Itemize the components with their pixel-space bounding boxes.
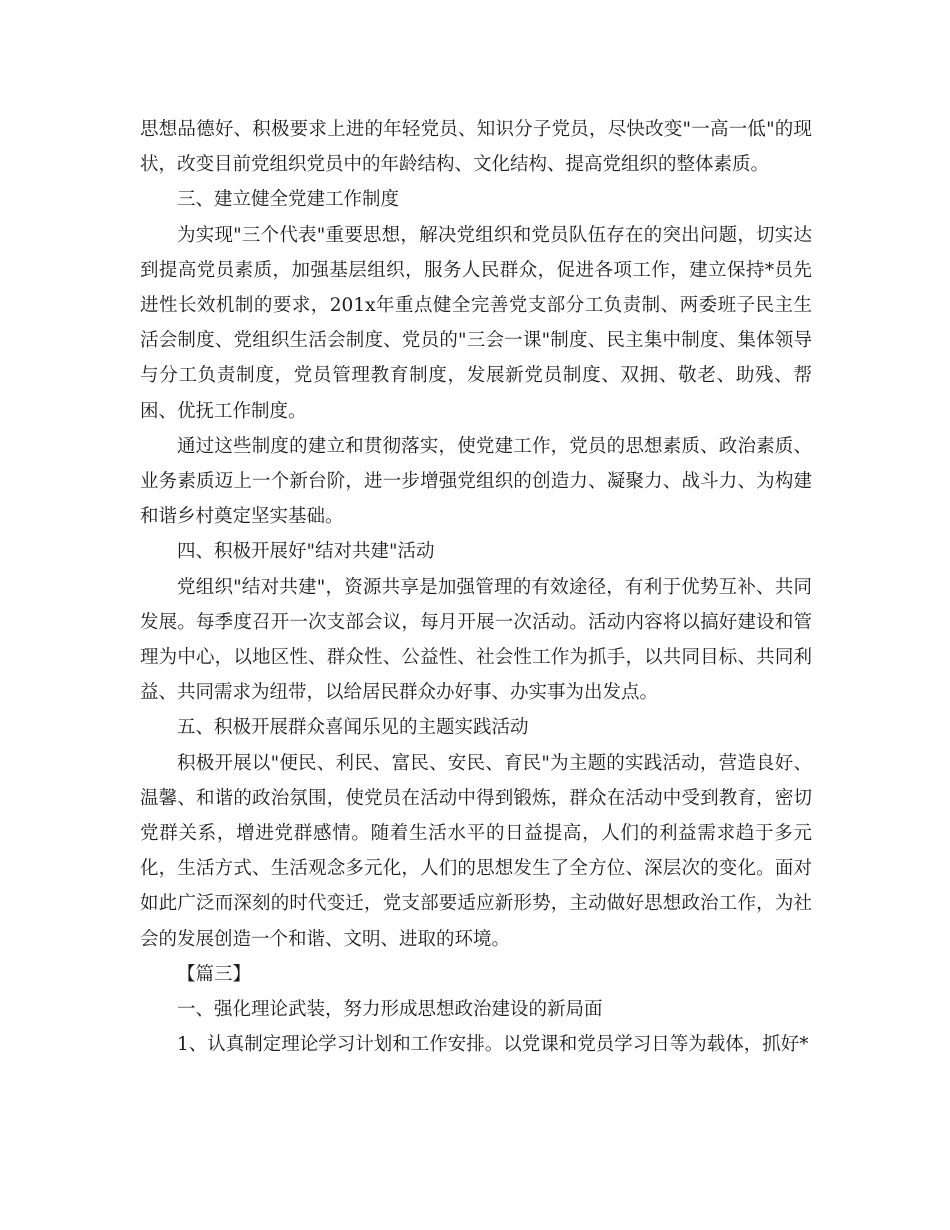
section-heading-3: 三、建立健全党建工作制度 <box>177 189 400 211</box>
section-heading-5: 五、积极开展群众喜闻乐见的主题实践活动 <box>177 717 529 739</box>
paragraph: 积极开展以"便民、利民、富民、安民、育民"为主题的实践活动，营造良好、温馨、和谐的政治氛围，使党员在活动中得到锻炼，群众在活动中受到教育，密切党群关系，增进党群感情。随着生活水平的日益提高，人们的利益需求趋于多元化，生活方式、生活观念多元化，人们的思想发生了全方位、深层次的变化。面对如此广泛而深刻的时代变迁，党支部要适应新形势，主动做好思想政治工作，为社会的发展创造一个和谐、文明、进取的环境。 <box>140 752 812 950</box>
paragraph: 党组织"结对共建"，资源共享是加强管理的有效途径，有利于优势互补、共同发展。每季度召开一次支部会议，每月开展一次活动。活动内容将以搞好建设和管理为中心，以地区性、群众性、公益性、社会性工作为抓手，以共同目标、共同利益、共同需求为纽带，以给居民群众办好事、办实事为出发点。 <box>140 576 812 704</box>
section-heading-1: 一、强化理论武装，努力形成思想政治建设的新局面 <box>177 999 603 1021</box>
paragraph: 通过这些制度的建立和贯彻落实，使党建工作，党员的思想素质、政治素质、业务素质迈上一个新台阶，进一步增强党组织的创造力、凝聚力、战斗力、为构建和谐乡村奠定坚实基础。 <box>140 435 812 528</box>
part-heading: 【篇三】 <box>177 963 252 985</box>
paragraph: 1、认真制定理论学习计划和工作安排。以党课和党员学习日等为载体，抓好* <box>177 1034 809 1056</box>
section-heading-4: 四、积极开展好"结对共建"活动 <box>177 541 435 563</box>
paragraph: 为实现"三个代表"重要思想，解决党组织和党员队伍存在的突出问题，切实达到提高党员素质，加强基层组织，服务人民群众，促进各项工作，建立保持*员先进性长效机制的要求，201x年重点健全完善党支部分工负责制、两委班子民主生活会制度、党组织生活会制度、党员的"三会一课"制度、民主集中制度、集体领导与分工负责制度，党员管理教育制度，发展新党员制度、双拥、敬老、助残、帮困、优抚工作制度。 <box>140 224 812 422</box>
document-body <box>140 112 812 1062</box>
paragraph-continued: 思想品德好、积极要求上进的年轻党员、知识分子党员，尽快改变"一高一低"的现状，改变目前党组织党员中的年龄结构、文化结构、提高党组织的整体素质。 <box>140 119 812 176</box>
